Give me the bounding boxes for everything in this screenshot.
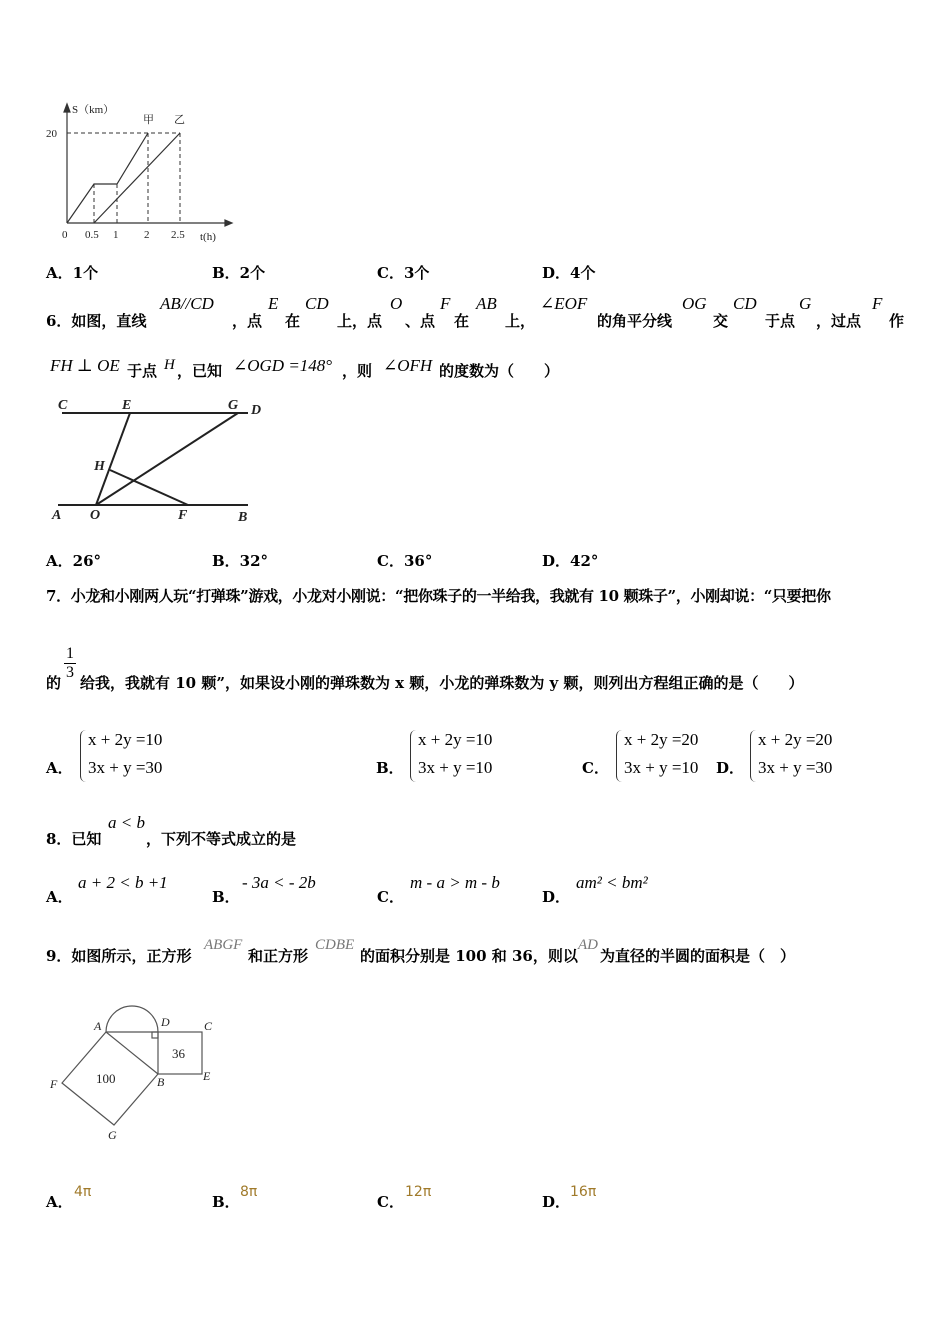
x-axis-arrow — [225, 220, 232, 226]
q9-option-d-value[interactable]: 16π — [570, 1184, 597, 1200]
q6-text-14: ，已知 — [177, 362, 223, 380]
q9-option-c-label[interactable]: C． — [377, 1193, 404, 1211]
label-c: C — [58, 398, 68, 413]
q8-option-b-expr[interactable]: - 3a < - 2b — [242, 873, 316, 892]
label-b: B — [157, 1075, 165, 1089]
y-axis-arrow — [64, 104, 70, 112]
q7-option-a-eq1: x + 2y =10 — [88, 730, 163, 749]
q6-math-g: G — [799, 294, 812, 313]
q9-option-a-value[interactable]: 4π — [74, 1184, 92, 1200]
label-d: D — [251, 403, 262, 418]
label-a: A — [52, 508, 62, 523]
q7-option-c-brace — [616, 730, 622, 782]
q5-option-b[interactable]: B．2个 — [212, 264, 266, 282]
q6-text-6: 在 — [454, 312, 470, 330]
q7-option-a-system[interactable] — [88, 726, 162, 782]
q6-text-13: 于点 — [127, 362, 158, 380]
q9-math-cdbe: CDBE — [315, 937, 355, 953]
q6-math-o: O — [390, 294, 403, 313]
q7-option-b-system[interactable] — [418, 726, 492, 782]
label-b: B — [238, 510, 248, 525]
q6-math-h: H — [164, 357, 175, 373]
label-f: F — [178, 508, 188, 523]
q7-option-b-label[interactable]: B． — [376, 759, 404, 777]
label-yi: 乙 — [174, 114, 185, 126]
label-o: O — [90, 508, 101, 523]
q6-text-15: ，则 — [342, 362, 373, 380]
q6-text-2: ，点 — [232, 312, 263, 330]
q7-fraction-num: 1 — [66, 645, 74, 662]
q9-option-b-value[interactable]: 8π — [240, 1184, 258, 1200]
q8-option-c-label[interactable]: C． — [377, 888, 404, 906]
q6-math-ogd: ∠OGD =148° — [233, 356, 333, 375]
x-tick-0: 0 — [62, 229, 68, 241]
q6-option-c[interactable]: C．36° — [377, 552, 433, 570]
x-axis-label: t(h) — [200, 231, 216, 243]
line-yi — [94, 133, 180, 223]
q9-figure — [46, 996, 226, 1148]
label-a: A — [94, 1019, 102, 1033]
q9-option-c-value[interactable]: 12π — [405, 1184, 432, 1200]
q7-line-1: 7．小龙和小刚两人玩“打弹珠”游戏，小龙对小刚说：“把你珠子的一半给我，我就有 10 颗珠子”，小刚却说：“只要把你 — [46, 587, 831, 605]
q7-option-c-eq1: x + 2y =20 — [624, 730, 699, 749]
label-h: H — [94, 459, 105, 474]
q6-math-fh-perp-oe: FH ⊥ OE — [50, 356, 120, 375]
q7-option-c-label[interactable]: C． — [582, 759, 609, 777]
q6-math-eof: ∠EOF — [540, 294, 588, 313]
q8-option-d-expr[interactable]: am² < bm² — [576, 873, 648, 892]
q8-option-a-expr[interactable]: a + 2 < b +1 — [78, 873, 168, 892]
q6-option-d[interactable]: D．42° — [542, 552, 599, 570]
q8-option-b-label[interactable]: B． — [212, 888, 240, 906]
q7-option-b-brace — [410, 730, 416, 782]
q9-option-d-label[interactable]: D． — [542, 1193, 571, 1211]
q6-text-9: 交 — [713, 312, 729, 330]
q7-option-d-label[interactable]: D． — [716, 759, 745, 777]
q7-option-d-eq1: x + 2y =20 — [758, 730, 833, 749]
q6-text-8: 的角平分线 — [597, 312, 673, 330]
q9-math-ad: AD — [578, 937, 598, 953]
q6-math-ab-parallel-cd: AB//CD — [160, 294, 214, 313]
q7-option-a-label[interactable]: A． — [46, 759, 73, 777]
q7-option-c-system[interactable] — [624, 726, 698, 782]
semicircle-ad — [106, 1006, 158, 1032]
q7-option-a-eq2: 3x + y =30 — [88, 758, 163, 777]
label-g: G — [228, 398, 239, 413]
q7-option-b-eq1: x + 2y =10 — [418, 730, 493, 749]
q6-math-ofh: ∠OFH — [383, 356, 433, 375]
label-g: G — [108, 1128, 117, 1142]
q6-text-3: 在 — [285, 312, 301, 330]
label-e: E — [122, 398, 132, 413]
q9-text-4: 为直径的半圆的面积是（ ） — [600, 947, 796, 965]
q6-text-4: 上，点 — [337, 312, 383, 330]
distance-time-graph — [40, 98, 240, 246]
segment-og — [96, 413, 238, 505]
q7-option-d-system[interactable] — [758, 726, 832, 782]
q7-option-d-eq2: 3x + y =30 — [758, 758, 833, 777]
q7-option-c-eq2: 3x + y =10 — [624, 758, 699, 777]
q5-option-a[interactable]: A．1个 — [46, 264, 99, 282]
q6-math-f-2: F — [872, 294, 883, 313]
q5-option-d[interactable]: D．4个 — [542, 264, 596, 282]
q6-text-5: 、点 — [405, 312, 436, 330]
q7-fraction-den: 3 — [66, 664, 74, 681]
q7-option-d-brace — [750, 730, 756, 782]
q7-option-a-brace — [80, 730, 86, 782]
x-tick-2: 2 — [144, 229, 150, 241]
q8-math-condition: a < b — [108, 813, 145, 832]
q8-option-a-label[interactable]: A． — [46, 888, 73, 906]
q6-figure — [48, 392, 268, 532]
q6-math-e: E — [268, 294, 279, 313]
q9-text-2: 和正方形 — [248, 947, 309, 965]
q6-math-ab: AB — [476, 294, 497, 313]
label-jia: 甲 — [143, 114, 154, 126]
q6-text-10: 于点 — [765, 312, 796, 330]
q8-option-d-label[interactable]: D． — [542, 888, 571, 906]
label-f: F — [50, 1077, 58, 1091]
area-100: 100 — [96, 1071, 116, 1086]
right-angle-mark — [152, 1032, 158, 1038]
q6-text-11: ，过点 — [816, 312, 862, 330]
q7-option-b-eq2: 3x + y =10 — [418, 758, 493, 777]
q8-option-c-expr[interactable]: m - a > m - b — [410, 873, 500, 892]
x-tick-2.5: 2.5 — [171, 229, 185, 241]
q6-math-cd-2: CD — [733, 294, 757, 313]
x-tick-0.5: 0.5 — [85, 229, 99, 241]
q9-text-1: 9．如图所示，正方形 — [46, 947, 192, 965]
label-c: C — [204, 1019, 213, 1033]
q9-option-b-label[interactable]: B． — [212, 1193, 240, 1211]
q6-text-16: 的度数为（ ） — [439, 362, 560, 380]
q7-line-2: 给我，我就有 10 颗”，如果设小刚的弹珠数为 x 颗，小龙的弹珠数为 y 颗，则列出方程组正确的是（ ） — [80, 674, 804, 692]
q5-option-c[interactable]: C．3个 — [377, 264, 430, 282]
label-e: E — [203, 1069, 211, 1083]
q6-text-1: 6．如图，直线 — [46, 312, 147, 330]
q9-text-3: 的面积分别是 100 和 36，则以 — [360, 947, 578, 965]
q6-text-12: 作 — [889, 312, 905, 330]
q6-math-og: OG — [682, 294, 707, 313]
x-tick-1: 1 — [113, 229, 119, 241]
y-axis-label: S（km） — [72, 104, 115, 116]
q7-de: 的 — [46, 674, 62, 692]
q8-text-1: 8．已知 — [46, 830, 102, 848]
q6-text-7: 上， — [505, 312, 536, 330]
label-d: D — [161, 1015, 170, 1029]
q9-math-abgf: ABGF — [204, 937, 243, 953]
area-36: 36 — [172, 1046, 185, 1061]
q6-math-cd: CD — [305, 294, 329, 313]
y-tick-20: 20 — [46, 128, 57, 140]
q6-option-b[interactable]: B．32° — [212, 552, 269, 570]
q6-math-f: F — [440, 294, 451, 313]
q7-fraction — [64, 645, 76, 682]
q8-text-2: ，下列不等式成立的是 — [146, 830, 297, 848]
q6-option-a[interactable]: A．26° — [46, 552, 102, 570]
q9-option-a-label[interactable]: A． — [46, 1193, 73, 1211]
